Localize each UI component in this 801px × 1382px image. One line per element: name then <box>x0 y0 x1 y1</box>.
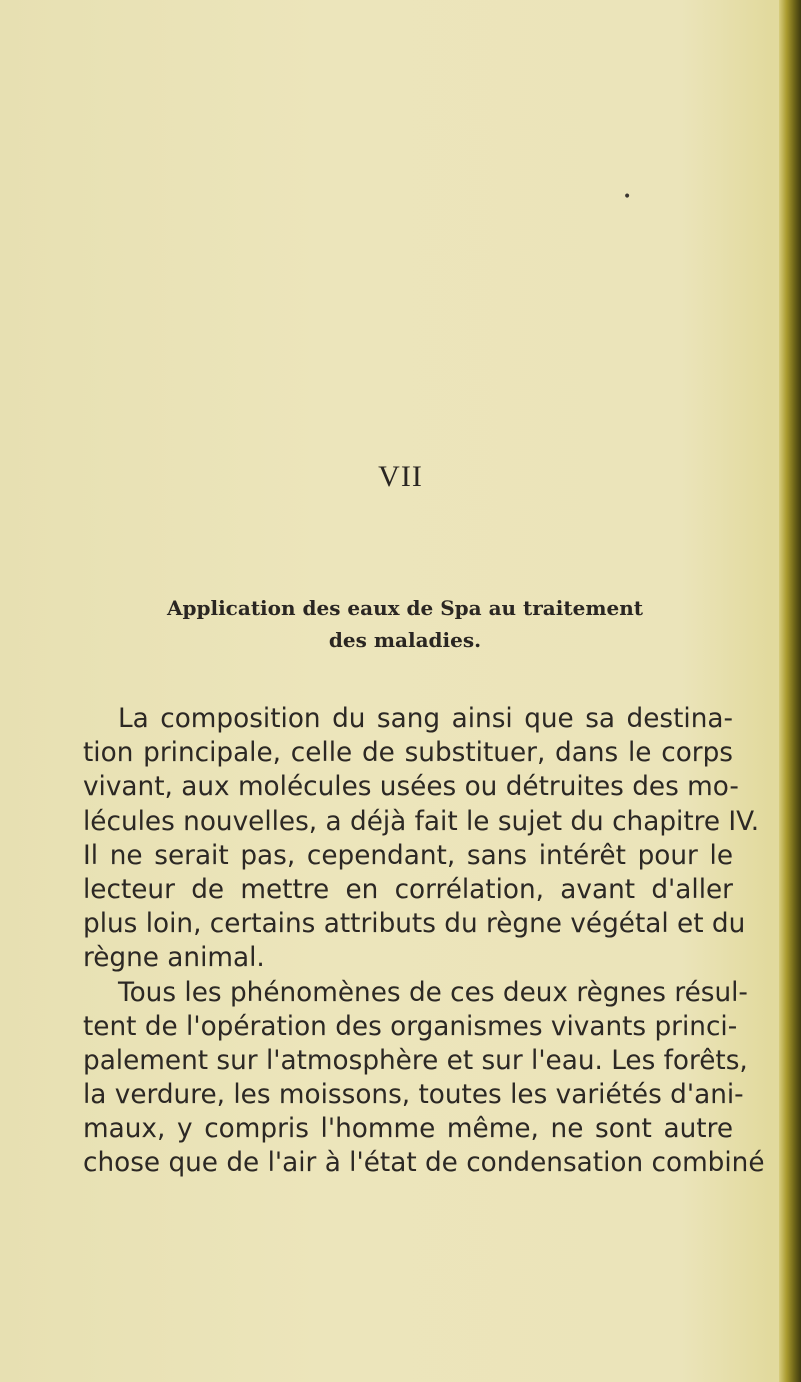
text-line: tent de l'opération des organismes vivants princi- <box>83 1011 738 1042</box>
text-line: la verdure, les moissons, toutes les variétés d'ani- <box>83 1080 744 1111</box>
page-binding-edge <box>779 0 801 1382</box>
text-line: tion principale, celle de substituer, dans le corps <box>83 738 733 769</box>
chapter-number: VII <box>378 460 423 493</box>
text-line: vivant, aux molécules usées ou détruites des mo- <box>83 772 739 803</box>
chapter-title <box>100 592 710 656</box>
text-line: chose que de l'air à l'état de condensation combiné <box>83 1148 765 1179</box>
paragraph <box>83 702 760 976</box>
text-line: La composition du sang ainsi que sa destina- <box>118 704 733 734</box>
chapter-title-line: Application des eaux de Spa au traitement <box>167 596 643 620</box>
text-line: règne animal. <box>83 943 265 974</box>
text-line: lecteur de mettre en corrélation, avant d'aller <box>83 874 733 905</box>
text-line: Tous les phénomènes de ces deux règnes résul- <box>118 977 748 1008</box>
body-text <box>83 702 765 1181</box>
ink-speck: • <box>623 189 632 205</box>
text-line: Il ne serait pas, cependant, sans intérêt pour le <box>83 840 733 871</box>
chapter-title-line: des maladies. <box>328 628 482 652</box>
text-line: lécules nouvelles, a déjà fait le sujet du chapitre IV. <box>83 806 760 837</box>
paragraph <box>83 976 765 1181</box>
text-line: plus loin, certains attributs du règne végétal et du <box>83 909 746 940</box>
text-line: palement sur l'atmosphère et sur l'eau. Les forêts, <box>83 1045 748 1076</box>
text-line: maux, y compris l'homme même, ne sont autre <box>83 1114 733 1145</box>
